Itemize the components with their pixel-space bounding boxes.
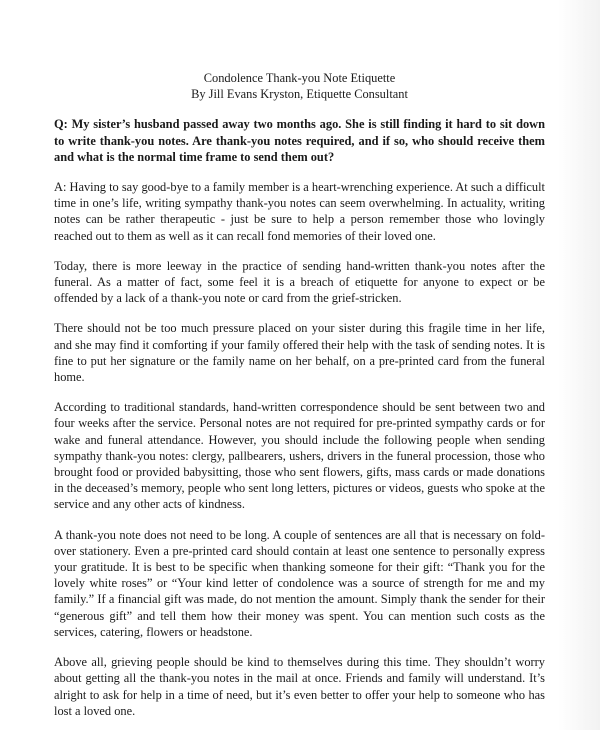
question-paragraph: Q: My sister’s husband passed away two months ago. She is still finding it hard to sit down to write thank-you notes. Are thank-you notes required, and if so, who should receive them and what is the normal time frame to send them out? [54,117,545,164]
answer-paragraph-5: A thank-you note does not need to be long. A couple of sentences are all that is necessary on fold-over stationery. Even a pre-printed card should contain at least one sentence to personally express your gratitude. It is best to be specific when thanking someone for their gift: “Thank you for the lovely white roses” or “Your kind letter of condolence was a source of strength for me and my family.” If a financial gift was made, do not mention the amount. Simply thank the sender for their “generous gift” and tell them how their money was spent. You can mention such costs as the services, catering, flowers or headstone. [54,527,545,639]
answer-paragraph-4: According to traditional standards, hand-written correspondence should be sent between two and four weeks after the service. Personal notes are not required for pre-printed sympathy cards or for wake and funeral attendance. However, you should include the following people when sending sympathy thank-you notes: clergy, pallbearers, ushers, drivers in the funeral procession, those who brought food or provided babysitting, those who sent flowers, gifts, mass cards or made donations in the deceased’s memory, people who sent long letters, pictures or videos, guests who spoke at the service and any other acts of kindness. [54,400,545,512]
document-byline: By Jill Evans Kryston, Etiquette Consultant [191,87,408,102]
answer-paragraph-6: Above all, grieving people should be kind to themselves during this time. They shouldn’t worry about getting all the thank-you notes in the mail at once. Friends and family will understand. It’s alright to ask for help in a time of need, but it’s even better to offer your help to someone who has lost a loved one. [54,655,545,718]
answer-paragraph-1: A: Having to say good-bye to a family member is a heart-wrenching experience. At such a difficult time in one’s life, writing sympathy thank-you notes can seem overwhelming. In actuality, writing notes can be rather therapeutic - just be sure to help a person remember those who lovingly reached out to them as well as it can recall fond memories of their loved one. [54,180,545,243]
answer-paragraph-3: There should not be too much pressure placed on your sister during this fragile time in her life, and she may find it comforting if your family offered their help with the task of sending notes. It is fine to put her signature or the family name on her behalf, on a pre-printed card from the funeral home. [54,321,545,385]
page-edge-shadow [558,0,600,730]
document-body [54,70,545,733]
document-title: Condolence Thank-you Note Etiquette [203,71,396,85]
answer-paragraph-2: Today, there is more leeway in the practice of sending hand-written thank-you notes after the funeral. As a matter of fact, some feel it is a breach of etiquette for anyone to expect or be offended by a lack of a thank-you note or card from the grief-stricken. [54,258,545,306]
